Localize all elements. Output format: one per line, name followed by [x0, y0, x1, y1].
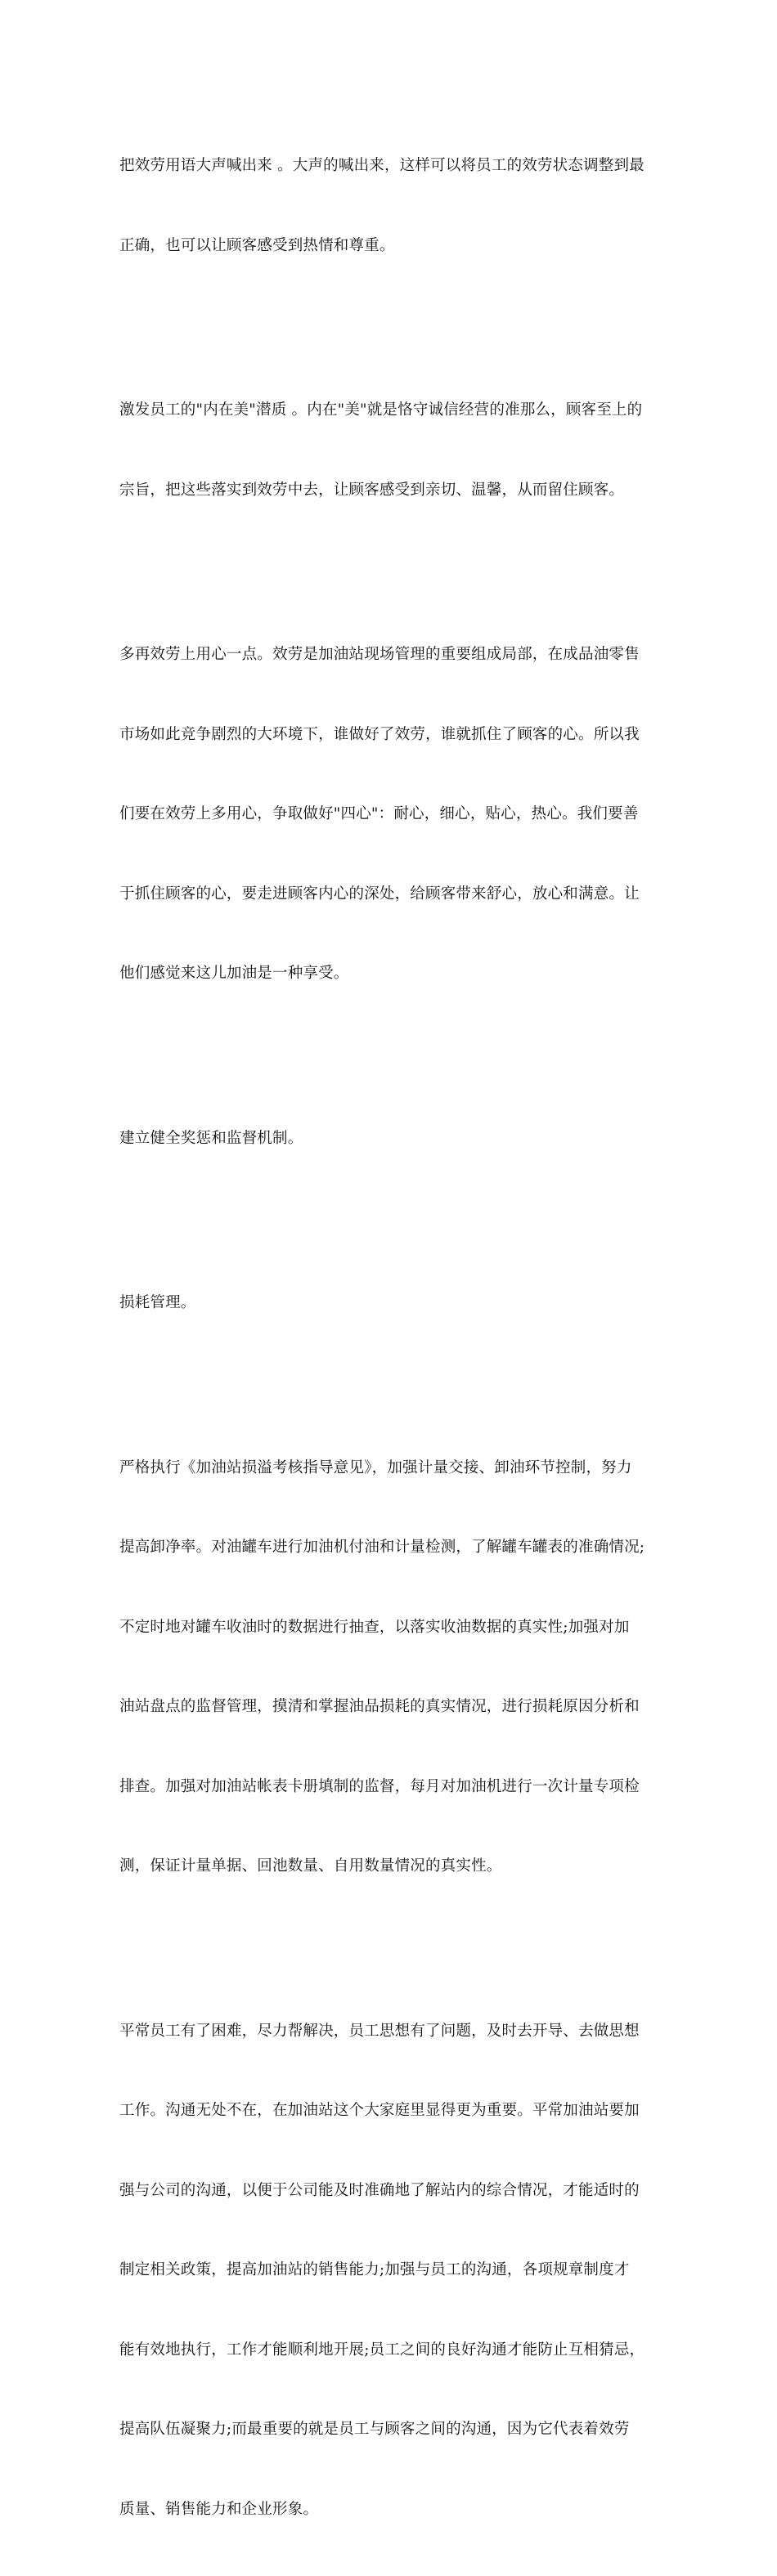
text-line: 油站盘点的监督管理，摸清和掌握油品损耗的真实情况，进行损耗原因分析和: [119, 1694, 663, 1721]
paragraph-loss-management-heading: [119, 1237, 663, 1370]
paragraph-inner-beauty: [119, 344, 663, 557]
paragraph-communication: [119, 1965, 663, 2576]
text-line: 把效劳用语大声喊出来 。大声的喊出来，这样可以将员工的效劳状态调整到最: [119, 153, 663, 180]
text-line: 损耗管理。: [119, 1290, 663, 1317]
text-line: 他们感觉来这儿加油是一种享受。: [119, 961, 663, 988]
text-line: 市场如此竞争剧烈的大环境下，谁做好了效劳，谁就抓住了顾客的心。所以我: [119, 722, 663, 749]
text-line: 宗旨，把这些落实到效劳中去，让顾客感受到亲切、温馨，从而留住顾客。: [119, 477, 663, 504]
text-line: 能有效地执行，工作才能顺利地开展;员工之间的良好沟通才能防止互相猜忌，: [119, 2337, 663, 2364]
paragraph-reward-mechanism: [119, 1073, 663, 1206]
text-line: 多再效劳上用心一点。效劳是加油站现场管理的重要组成局部，在成品油零售: [119, 642, 663, 669]
text-line: 严格执行《加油站损溢考核指导意见》，加强计量交接、卸油环节控制，努力: [119, 1455, 663, 1482]
document-page: [0, 0, 777, 1099]
paragraph-service-heart: [119, 589, 663, 1041]
text-line: 不定时地对罐车收油时的数据进行抽查，以落实收油数据的真实性;加强对加: [119, 1615, 663, 1642]
text-line: 正确，也可以让顾客感受到热情和尊重。: [119, 233, 663, 260]
document-body: [119, 100, 663, 2576]
text-line: 提高队伍凝聚力;而最重要的就是员工与顾客之间的沟通，因为它代表着效劳: [119, 2417, 663, 2444]
text-line: 平常员工有了困难，尽力帮解决，员工思想有了问题，及时去开导、去做思想: [119, 2018, 663, 2045]
text-line: 提高卸净率。对油罐车进行加油机付油和计量检测，了解罐车罐表的准确情况;: [119, 1534, 663, 1561]
text-line: 于抓住顾客的心，要走进顾客内心的深处，给顾客带来舒心，放心和满意。让: [119, 881, 663, 908]
text-line: 强与公司的沟通，以便于公司能及时准确地了解站内的综合情况，才能适时的: [119, 2178, 663, 2205]
text-line: 激发员工的"内在美"潜质 。内在"美"就是恪守诚信经营的准那么，顾客至上的: [119, 397, 663, 424]
text-line: 排查。加强对加油站帐表卡册填制的监督，每月对加油机进行一次计量专项检: [119, 1774, 663, 1801]
text-line: 们要在效劳上多用心，争取做好"四心"：耐心，细心，贴心，热心。我们要善: [119, 801, 663, 828]
paragraph-loss-control: [119, 1402, 663, 1933]
paragraph-shout-service-phrases: [119, 100, 663, 312]
text-line: 工作。沟通无处不在，在加油站这个大家庭里显得更为重要。平常加油站要加: [119, 2098, 663, 2125]
text-line: 制定相关政策，提高加油站的销售能力;加强与员工的沟通，各项规章制度才: [119, 2257, 663, 2284]
text-line: 测，保证计量单据、回池数量、自用数量情况的真实性。: [119, 1853, 663, 1880]
text-line: 建立健全奖惩和监督机制。: [119, 1126, 663, 1153]
text-line: 质量、销售能力和企业形象。: [119, 2497, 663, 2524]
